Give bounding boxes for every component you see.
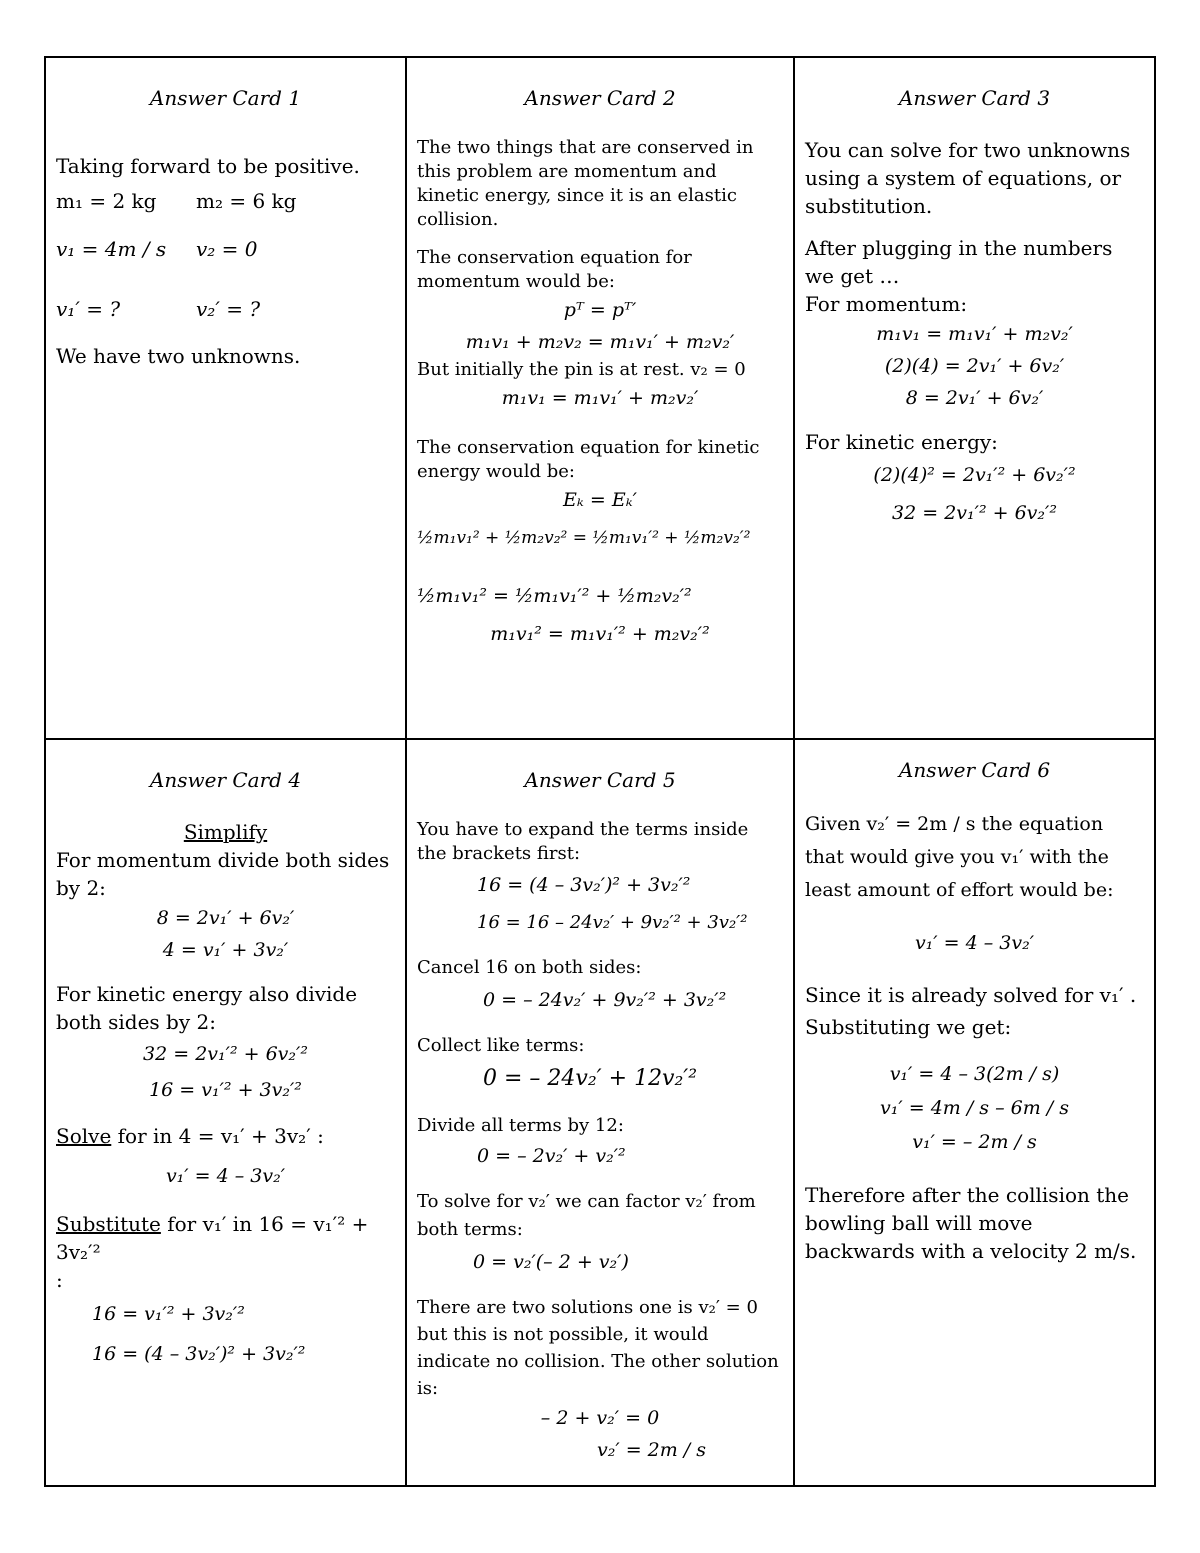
substitute-instruction — [56, 1210, 395, 1266]
mass-2: m₂ = 6 kg — [196, 189, 297, 213]
solve-text: for in 4 = v₁′ + 3v₂′ : — [111, 1124, 324, 1148]
mass-1: m₁ = 2 kg — [56, 189, 157, 213]
equation: v₁′ = – 2m / s — [912, 1131, 1037, 1153]
equation: – 2 + v₂′ = 0 — [540, 1407, 660, 1429]
card-text: Given v₂′ = 2m / s the equation that would give you v₁′ with the least amount of effort would be: — [805, 813, 1114, 901]
equation: 16 = v₁′² + 3v₂′² — [92, 1303, 245, 1325]
card-text: To solve for v₂′ we can factor v₂′ from both terms: — [417, 1191, 756, 1240]
final-velocity-2: v₂′ = ? — [196, 297, 261, 321]
equation: (2)(4)² = 2v₁′² + 6v₂′² — [873, 464, 1076, 486]
card-text: Since it is already solved for v₁′ . Substituting we get: — [805, 983, 1137, 1039]
equation: 0 = – 24v₂′ + 9v₂′² + 3v₂′² — [483, 989, 727, 1011]
card-text: Cancel 16 on both sides: — [417, 957, 642, 978]
equation: 16 = (4 – 3v₂′)² + 3v₂′² — [477, 874, 691, 896]
equation: 8 = 2v₁′ + 6v₂′ — [156, 907, 295, 929]
answer-card-2 — [407, 86, 793, 736]
equation: Eₖ = Eₖ′ — [563, 489, 637, 511]
card-text: The conservation equation for kinetic energy would be: — [417, 437, 760, 482]
card-text: We have two unknowns. — [56, 344, 301, 368]
equation: pᵀ = pᵀ′ — [563, 299, 637, 321]
card-title: Answer Card 6 — [898, 758, 1051, 782]
substitute-text: for v₁′ in 16 = v₁′² + 3v₂′² — [56, 1212, 369, 1264]
given-masses — [56, 180, 395, 222]
equation: 8 = 2v₁′ + 6v₂′ — [905, 387, 1044, 409]
row-divider — [46, 738, 1154, 740]
equation: ½m₁v₁² = ½m₁v₁′² + ½m₂v₂′² — [417, 585, 692, 607]
card-text: Taking forward to be positive. — [56, 154, 360, 178]
equation: 32 = 2v₁′² + 6v₂′² — [892, 502, 1057, 524]
card-text: The conservation equation for momentum would be: — [417, 247, 692, 292]
answer-card-1 — [46, 86, 405, 736]
equation: 16 = 16 – 24v₂′ + 9v₂′² + 3v₂′² — [477, 912, 748, 933]
card-text: : — [56, 1268, 63, 1292]
card-text: Divide all terms by 12: — [417, 1115, 624, 1136]
solve-instruction — [56, 1122, 395, 1150]
equation: v₁′ = 4 – 3v₂′ — [165, 1165, 286, 1187]
equation: v₂′ = 2m / s — [597, 1439, 706, 1461]
answer-card-5 — [407, 768, 793, 1485]
card-text: For kinetic energy also divide both sides by 2: — [56, 982, 358, 1034]
equation: m₁v₁² = m₁v₁′² + m₂v₂′² — [490, 623, 710, 645]
card-title: Answer Card 3 — [898, 86, 1051, 110]
equation: (2)(4) = 2v₁′ + 6v₂′ — [884, 355, 1065, 377]
equation: v₁′ = 4 – 3(2m / s) — [889, 1063, 1060, 1085]
equation: m₁v₁ = m₁v₁′ + m₂v₂′ — [501, 387, 699, 409]
final-velocity-1: v₁′ = ? — [56, 297, 121, 321]
velocity-2: v₂ = 0 — [196, 237, 258, 261]
equation: m₁v₁ + m₂v₂ = m₁v₁′ + m₂v₂′ — [465, 331, 735, 353]
card-text: For momentum: — [805, 292, 968, 316]
card-text: For momentum divide both sides by 2: — [56, 848, 390, 900]
equation: m₁v₁ = m₁v₁′ + m₂v₂′ — [876, 323, 1073, 345]
card-text: Therefore after the collision the bowling ball will move backwards with a velocity 2 m/s. — [805, 1183, 1137, 1263]
given-velocities — [56, 222, 395, 276]
equation: 4 = v₁′ + 3v₂′ — [162, 939, 289, 961]
card-text: There are two solutions one is v₂′ = 0 but this is not possible, it would indicate no collision. The other solution is: — [417, 1297, 779, 1399]
card-text: But initially the pin is at rest. v₂ = 0 — [417, 359, 746, 380]
card-text: The two things that are conserved in this problem are momentum and kinetic energy, since it is an elastic collision. — [417, 137, 754, 230]
unknown-velocities — [56, 276, 395, 342]
card-title: Answer Card 5 — [524, 768, 676, 792]
answer-card-3 — [795, 86, 1154, 736]
card-text: For kinetic energy: — [805, 430, 998, 454]
equation: 0 = – 2v₂′ + v₂′² — [477, 1145, 626, 1167]
card-text: You have to expand the terms inside the brackets first: — [417, 819, 749, 864]
equation: v₁′ = 4 – 3v₂′ — [914, 932, 1035, 954]
equation: 16 = v₁′² + 3v₂′² — [149, 1079, 302, 1101]
equation: ½m₁v₁² + ½m₂v₂² = ½m₁v₁′² + ½m₂v₂′² — [417, 528, 751, 548]
card-title: Answer Card 4 — [149, 768, 302, 792]
card-title: Answer Card 1 — [149, 86, 302, 110]
answer-card-6 — [795, 758, 1154, 1485]
solve-label: Solve — [56, 1124, 112, 1148]
equation: 32 = 2v₁′² + 6v₂′² — [143, 1043, 308, 1065]
equation: 0 = – 24v₂′ + 12v₂′² — [483, 1066, 698, 1091]
card-text: Collect like terms: — [417, 1035, 585, 1056]
card-title: Answer Card 2 — [524, 86, 676, 110]
section-heading: Simplify — [183, 820, 268, 844]
equation: 16 = (4 – 3v₂′)² + 3v₂′² — [92, 1343, 306, 1365]
card-text: You can solve for two unknowns using a system of equations, or substitution. — [805, 138, 1131, 218]
velocity-1: v₁ = 4m / s — [56, 237, 167, 261]
equation: v₁′ = 4m / s – 6m / s — [880, 1097, 1069, 1119]
equation: 0 = v₂′(– 2 + v₂′) — [473, 1251, 629, 1273]
answer-card-grid — [44, 56, 1156, 1487]
answer-card-4 — [46, 768, 405, 1485]
substitute-label: Substitute — [56, 1212, 161, 1236]
card-text: After plugging in the numbers we get … — [805, 236, 1113, 288]
